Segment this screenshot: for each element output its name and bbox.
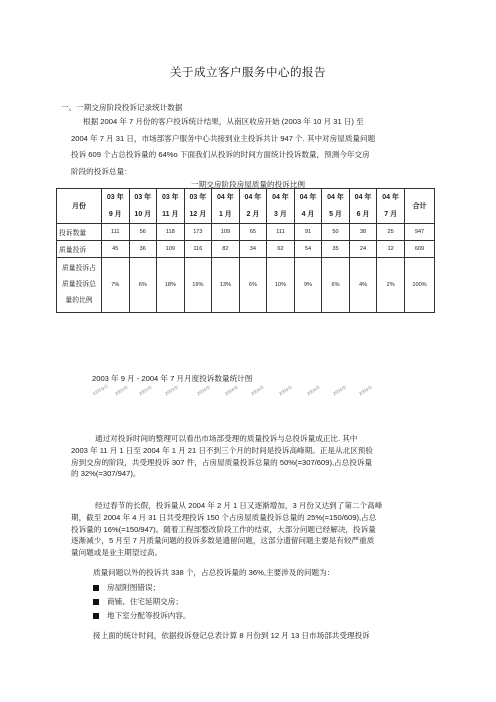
other-complaints-paragraph: 质量问题以外的投诉共 338 个，占总投诉量的 36%,主要涉及的问题为： [93, 568, 335, 577]
table-cell: 12 [377, 241, 405, 258]
header-month-cell [294, 189, 322, 224]
axis-tick-label: 2003年 [138, 384, 154, 397]
table-row [57, 258, 435, 313]
header-month-label: 月份 [57, 189, 102, 224]
header-month-cell [239, 189, 267, 224]
header-year: 03 年 [106, 194, 124, 201]
closing-paragraph: 接上面的统计时间，依据投诉登记总表计算 8 月份到 12 月 13 日市场部共受理投诉 [93, 631, 370, 640]
intro-line-2: 2004 年 7 月 31 日，市场部客户服务中心共接到业主投诉共计 947 个. 其中对房屋质量问题 [71, 133, 376, 143]
table-cell: 50 [322, 224, 350, 241]
header-month: 9 月 [108, 211, 122, 218]
header-total-label: 合计 [405, 189, 435, 224]
table-cell: 109 [212, 224, 240, 241]
table-cell: 65 [239, 224, 267, 241]
table-cell: 54 [294, 241, 322, 258]
table-row [57, 241, 435, 258]
bullet-item [93, 582, 160, 593]
analysis-paragraph-1 [71, 433, 433, 480]
axis-tick-label: 03年9月 [92, 383, 110, 397]
table-cell-total: 947 [405, 224, 435, 241]
table-cell: 35 [322, 241, 350, 258]
paragraph-line: 逐渐减少，5 月至 7 月质量问题的投诉多数是遗留问题，这部分遗留问题主要是有较严重质 [71, 536, 375, 546]
bullet-item [93, 610, 191, 621]
header-year: 04 年 [272, 194, 289, 201]
bullet-square-icon [93, 599, 99, 605]
bullet-square-icon [93, 585, 99, 591]
intro-line-1: 根据 2004 年 7 月份的客户投诉统计结果，从南区收房开始 (2003 年 10 月 31 日) 至 [83, 117, 364, 126]
paragraph-line: 期，截至 2004 年 4 月 31 日共受理投诉 150 个占房屋质量投诉总量的 25%(=150/609),占总 [71, 512, 377, 522]
header-year: 03 年 [189, 194, 207, 201]
table-cell: 45 [102, 241, 130, 258]
paragraph-line: 经过春节的长假，投诉量从 2004 年 2 月 1 日又逐渐增加，3 月份又达到了第二个高峰 [95, 501, 383, 510]
table-cell: 111 [102, 224, 130, 241]
header-year: 04 年 [382, 194, 400, 201]
paragraph-line: 通过对投诉时间的整理可以看出市场部受理的质量投诉与总投诉量成正比. 其中 [95, 434, 358, 443]
row-label-line: 量的比例 [65, 297, 93, 304]
table-cell: 111 [267, 224, 295, 241]
complaint-table [56, 188, 435, 313]
header-month-cell [377, 189, 405, 224]
axis-tick-label: 2003年 [164, 384, 180, 397]
axis-tick-label: 2004年 [250, 384, 266, 397]
bullet-square-icon [93, 613, 99, 619]
header-month: 4 月 [301, 211, 315, 218]
row-label-line: 质量投诉占 [62, 265, 96, 272]
table-cell: 62 [267, 241, 295, 258]
table-cell: 36 [129, 241, 157, 258]
table-cell: 10% [267, 258, 295, 313]
header-month: 6 月 [356, 211, 370, 218]
header-month-cell [102, 189, 130, 224]
row-label: 质量投诉 [57, 241, 102, 258]
section-heading: 一、一期交房阶段投诉记录统计数据 [61, 103, 183, 112]
header-month-cell [129, 189, 157, 224]
axis-tick-label: 2004年 [358, 384, 374, 397]
table-cell: 6% [322, 258, 350, 313]
axis-tick-label: 2004年 [332, 384, 348, 397]
header-year: 04 年 [354, 194, 372, 201]
paragraph-line: 房到交房的阶段，共受理投诉 307 件，占房屋质量投诉总量的 50%(=307/609),占总投诉量 [71, 457, 373, 467]
table-cell: 2% [377, 258, 405, 313]
header-month-cell [322, 189, 350, 224]
table-cell: 19% [184, 258, 212, 313]
table-cell: 9% [294, 258, 322, 313]
header-month-cell [157, 189, 185, 224]
axis-tick-label: 2004年 [278, 384, 294, 397]
header-month-cell [349, 189, 377, 224]
header-year: 04 年 [299, 194, 317, 201]
intro-line-4: 阶段的投诉总量： [71, 166, 132, 176]
bullet-item [93, 596, 183, 607]
table-cell-total: 609 [405, 241, 435, 258]
header-year: 04 年 [244, 194, 262, 201]
axis-tick-label: 2004年 [306, 384, 322, 397]
table-cell: 13% [212, 258, 240, 313]
header-year: 03 年 [161, 194, 179, 201]
table-row [57, 224, 435, 241]
header-month: 1 月 [218, 211, 232, 218]
axis-tick-label: 2004年 [196, 384, 212, 397]
table-cell: 82 [212, 241, 240, 258]
table-cell: 118 [157, 224, 185, 241]
header-year: 04 年 [217, 194, 234, 201]
axis-tick-label: 2004年 [224, 384, 240, 397]
table-cell: 7% [102, 258, 130, 313]
header-month: 10 月 [134, 211, 152, 218]
header-month-cell [267, 189, 295, 224]
header-month: 12 月 [189, 211, 207, 218]
chart-caption: 2003 年 9 月 - 2004 年 7 月月度投诉数量统计图 [92, 374, 253, 383]
table-cell: 56 [129, 224, 157, 241]
table-cell: 18% [157, 258, 185, 313]
table-cell: 34 [239, 241, 267, 258]
table-cell: 6% [129, 258, 157, 313]
table-cell: 6% [239, 258, 267, 313]
paragraph-line: 2003 年 11 月 1 日至 2004 年 1 月 21 日不到三个月的时间是投诉高峰期。正是从北区预验 [71, 445, 373, 455]
bullet-text: 商铺、住宅延期交房； [107, 597, 183, 606]
analysis-paragraph-2 [71, 500, 433, 559]
row-label-line: 质量投诉总 [62, 281, 96, 288]
paragraph-line: 投诉量的 16%(=150/947)。随着工程部整改阶段工作的结束，大部分问题已经解决，投诉量 [71, 524, 376, 534]
bullet-text: 房屋附图错误； [107, 583, 161, 592]
table-cell: 38 [349, 224, 377, 241]
chart-axis-labels [92, 383, 452, 408]
header-month: 3 月 [274, 211, 287, 218]
table-cell: 173 [184, 224, 212, 241]
row-label: 投诉数量 [57, 224, 102, 241]
header-month: 7 月 [384, 211, 398, 218]
table-cell: 4% [349, 258, 377, 313]
axis-tick-label: 2003年 [114, 384, 130, 397]
header-month: 2 月 [246, 211, 260, 218]
table-caption: 一期交房阶段房屋质量的投诉比例 [191, 180, 305, 189]
intro-line-3: 投诉 609 个占总投诉量的 64%o 下面我们从投诉的时间方面统计投诉数量，预测今年交房 [71, 150, 370, 159]
paragraph-line: 量问题或是业主期望过高。 [71, 548, 163, 558]
header-year: 04 年 [327, 194, 344, 201]
table-header-row [57, 189, 435, 224]
header-month-cell [212, 189, 240, 224]
table-cell: 24 [349, 241, 377, 258]
intro-paragraph [71, 114, 433, 180]
table-cell: 109 [157, 241, 185, 258]
header-month-cell [184, 189, 212, 224]
bullet-text: 地下室分配等投诉内容。 [107, 611, 191, 620]
row-label [57, 258, 102, 313]
header-month: 5 月 [329, 211, 342, 218]
header-year: 03 年 [134, 194, 152, 201]
table-cell: 116 [184, 241, 212, 258]
table-cell-total: 100% [405, 258, 435, 313]
table-cell: 91 [294, 224, 322, 241]
paragraph-line: 的 32%(=307/947)。 [71, 469, 141, 479]
table-cell: 25 [377, 224, 405, 241]
header-month: 11 月 [162, 211, 179, 218]
document-title: 关于成立客户服务中心的报告 [170, 67, 326, 79]
